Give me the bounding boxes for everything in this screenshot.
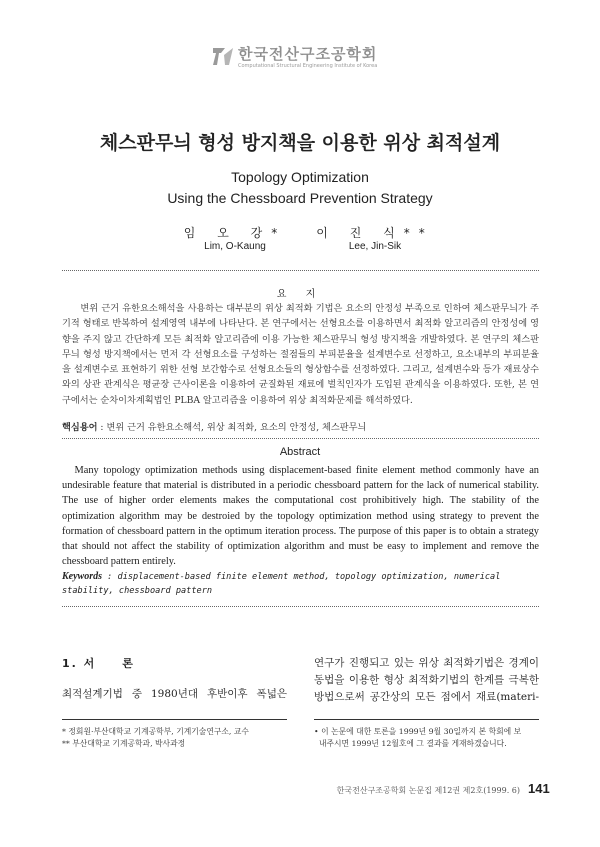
author1-name-english: Lim, O-Kaung (204, 241, 266, 252)
society-name-english: Computational Structural Engineering Institute of Korea (238, 63, 378, 69)
footnote-rule-right (314, 719, 539, 720)
footnote-item: * 정회원·부산대학교 기계공학부, 기계기술연구소, 교수 (62, 727, 249, 736)
introduction-right-line: 연구가 진행되고 있는 위상 최적화기법은 경계이 (314, 657, 539, 669)
journal-running-footer: 한국전산구조공학회 논문집 제12권 제2호(1999. 6) (336, 786, 520, 795)
society-logo (212, 42, 392, 74)
introduction-right-line: 방법으로써 공간상의 모든 점에서 재료(materi- (314, 691, 539, 703)
korean-abstract-body: 변위 근거 유한요소해석을 사용하는 대부분의 위상 최적화 기법은 요소의 안정성 부족으로 인하여 체스판무늬가 주기적 형태로 반복하여 설계영역 내부에 나타난다. 본 연구에서는 선형요소를 이용하면서 최적화 알고리즘의 안정성에 영향을 주지 않고 간단하게 모든 최적화 알고리즘에 이용 가능한 체스판무늬 형성 방지책을 개발하였다. 본 연구의 체스판무늬 형성 방지책에서는 먼저 각 선형요소를 구성하는 절점들의 부피분율을 설계변수로 선정하고, 요소내부의 부피분율을 설계변수로 표현하기 위한 선형 보간함수로 선형요소들의 형상함수를 선정하였다. 그리고, 설계변수와 등가 재료상수와의 상관 관계식은 평균장 근사이론을 이용하여 균질화된 재료에 벌칙인자가 도입된 관계식을 이용하였다. 또한, 본 연구에서는 순차이차계획법인 PLBA 알고리즘을 이용하여 위상 최적화문제를 해석하였다. (62, 303, 539, 406)
introduction-right-line: 동법을 이용한 형상 최적화기법의 한계를 극복한 (314, 674, 539, 686)
korean-keywords-label: 핵심용어 (62, 422, 98, 433)
author2-name-korean: 이 진 식** (316, 226, 434, 240)
english-keywords-label: Keywords (62, 571, 102, 582)
paper-title-english-line2: Using the Chessboard Prevention Strategy (167, 190, 433, 206)
footnote-item: 내주시면 1999년 12월호에 그 결과를 게재하겠습니다. (314, 739, 507, 748)
divider-bottom (62, 606, 539, 607)
footnote-item: • 이 논문에 대한 토론을 1999년 9월 30일까지 본 학회에 보 (314, 727, 522, 736)
introduction-left-text: 최적설계기법 중 1980년대 후반이후 폭넓은 (62, 688, 287, 700)
author-affiliation-footnotes (62, 726, 302, 750)
divider-top (62, 270, 539, 271)
author2-name-english: Lee, Jin-Sik (348, 241, 402, 252)
english-keywords (62, 570, 539, 598)
author1-name-korean: 임 오 강* (183, 226, 287, 240)
page-number: 141 (528, 781, 550, 796)
footnote-rule-left (62, 719, 287, 720)
korean-abstract-heading: 요 지 (276, 289, 324, 300)
english-keywords-separator: : (102, 572, 118, 582)
discussion-footnote (314, 726, 539, 750)
paper-title-korean: 체스판무늬 형성 방지책을 이용한 위상 최적설계 (99, 132, 501, 154)
society-logo-mark-icon (212, 45, 234, 67)
korean-keywords-separator: : (97, 422, 107, 433)
footnote-item: ** 부산대학교 기계공학과, 박사과정 (62, 739, 186, 748)
section-heading-introduction: 1. 서 론 (62, 657, 135, 670)
korean-keywords (62, 419, 539, 433)
english-abstract-body: Many topology optimization methods using displacement-based finite element method commonly have an undesirable feature that material is distributed in a periodic chessboard pattern for the lack of numerical stability. The use of higher order elements makes the computational cost prohibitively high. The stability of the optimization algorithm may be destroied by the topology optimization method using strategy to prevent the formation of chessboard pattern in the optimum iteration process. The purpose of this paper is to obtain a strategy that should not affect the stability of optimization algorithm and must be easy to implement and remove the chessboard pattern entirely. (62, 465, 539, 568)
divider-middle (62, 438, 539, 439)
english-abstract-heading: Abstract (279, 446, 321, 458)
english-keywords-values: displacement-based finite element method, topology optimization, numerical stability, chessboard pattern (62, 572, 501, 596)
society-name: 한국전산구조공학회 (238, 45, 378, 63)
introduction-right-column (314, 655, 539, 706)
paper-title-english-line1: Topology Optimization (231, 169, 369, 185)
korean-keywords-values: 변위 근거 유한요소해석, 위상 최적화, 요소의 안정성, 체스판무늬 (106, 422, 367, 433)
